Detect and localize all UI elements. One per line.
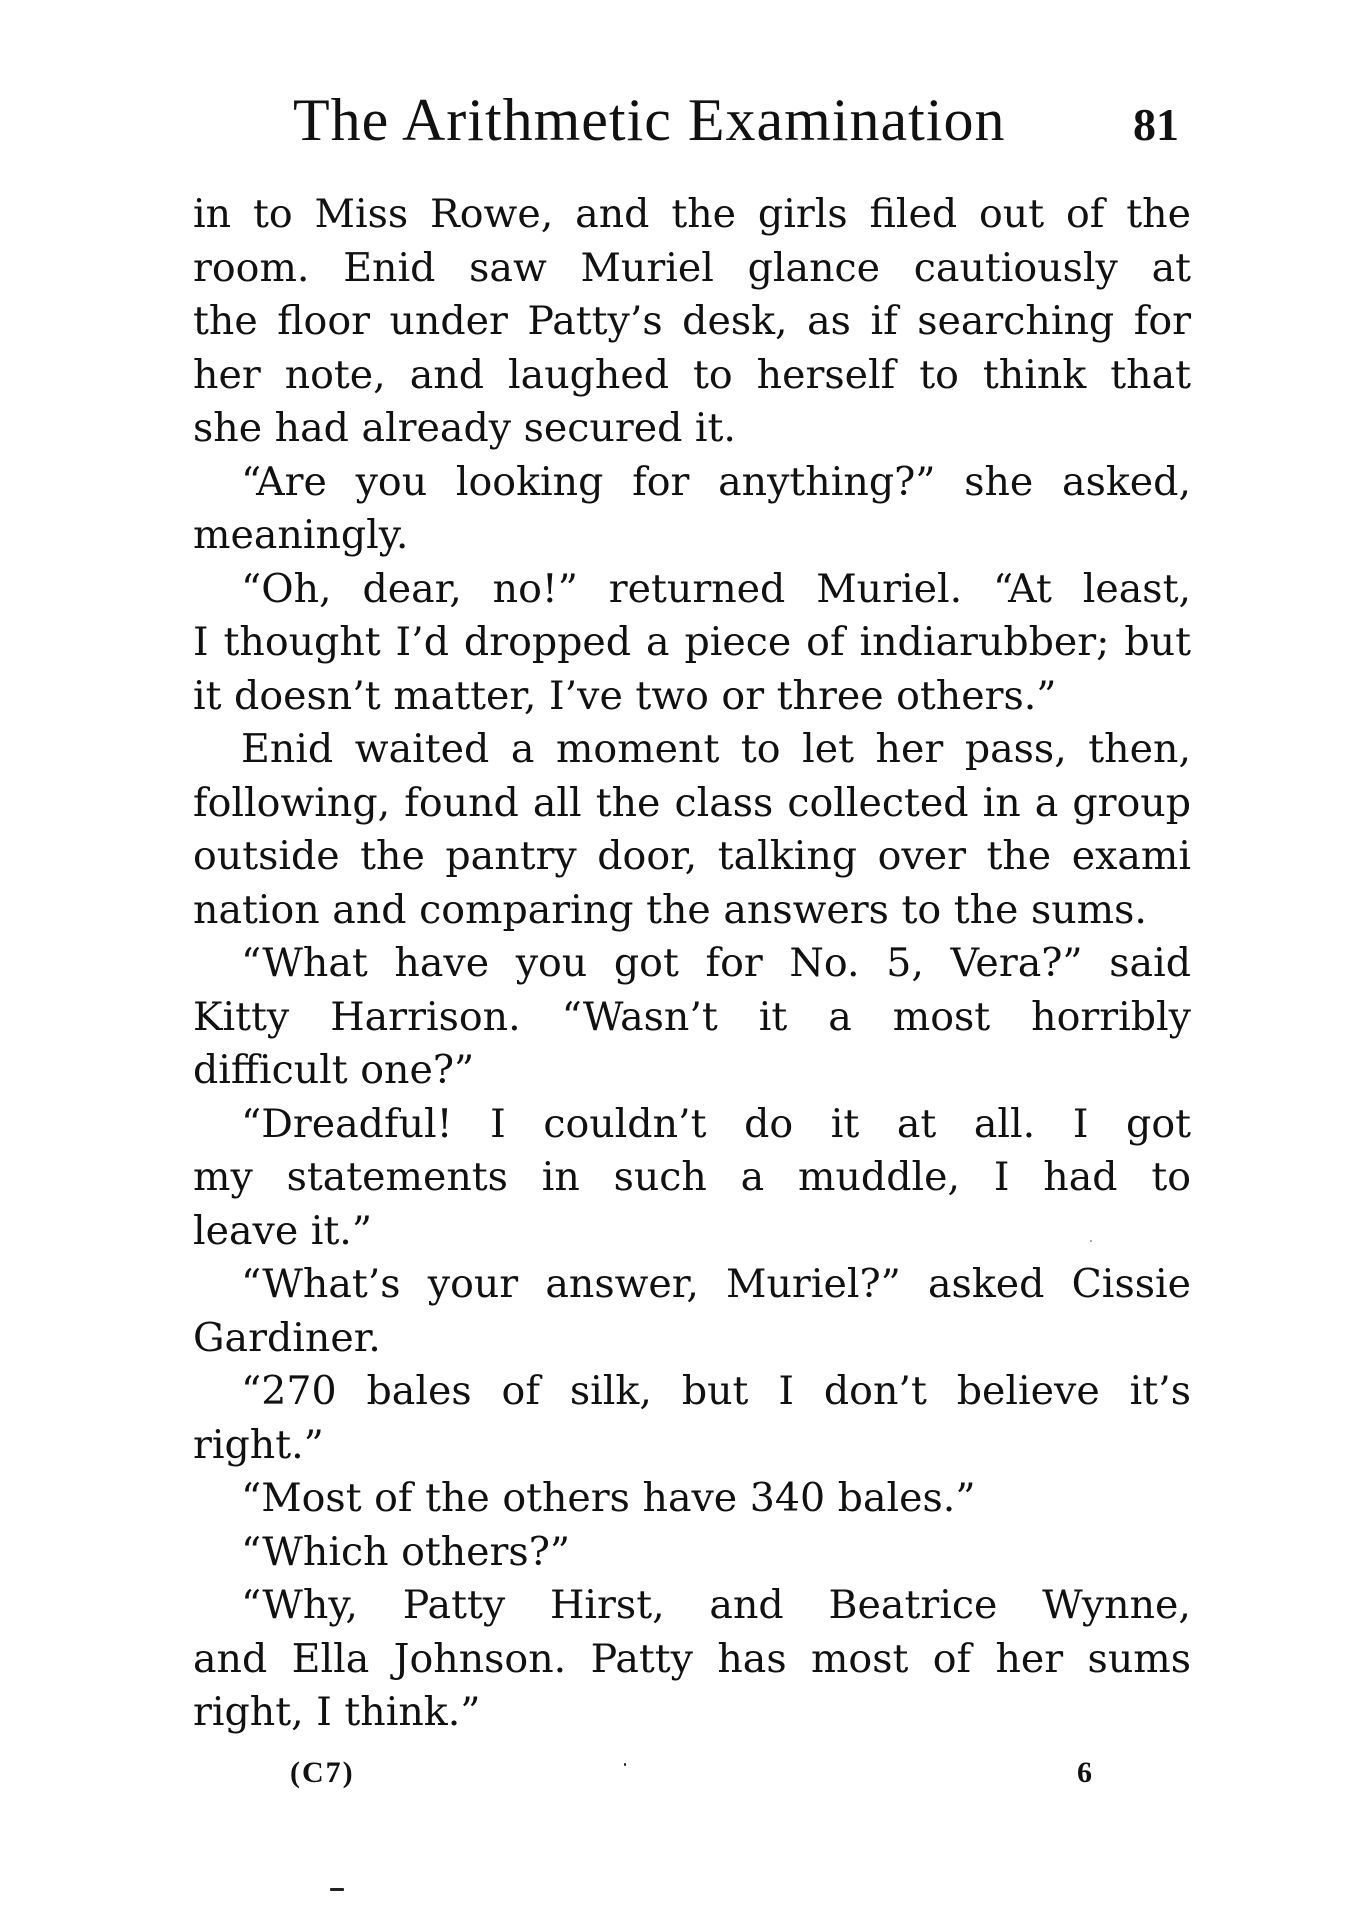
text-line: “Dreadful! I couldn’t do it at all. I got (241, 1100, 1191, 1147)
signature-mark: (C7) (290, 1756, 355, 1789)
text-line: leave it.” (193, 1207, 373, 1254)
text-line: “Which others?” (241, 1528, 571, 1575)
body-text (193, 188, 1191, 1740)
text-line: “Oh, dear, no!” returned Muriel. “At least, (241, 565, 1191, 612)
text-line: “Why, Patty Hirst, and Beatrice Wynne, (241, 1582, 1191, 1628)
text-line: Gardiner. (193, 1314, 381, 1361)
running-title: The Arithmetic Examination (293, 87, 1006, 153)
print-speck (330, 1888, 344, 1891)
text-line: in to Miss Rowe, and the girls filed out of the (193, 191, 1191, 237)
text-line: “What have you got for No. 5, Vera?” said (241, 940, 1191, 986)
text-line: I thought I’d dropped a piece of indiarubber; but (193, 619, 1191, 665)
page-footer (290, 1756, 1110, 1796)
text-line: “Are you looking for anything?” she asked, (241, 458, 1191, 505)
text-line: right, I think.” (193, 1689, 481, 1735)
text-line: right.” (193, 1421, 324, 1468)
text-line: her note, and laughed to herself to think that (193, 351, 1191, 398)
text-line: nation and comparing the answers to the sums. (193, 886, 1147, 933)
page-number: 81 (1133, 99, 1179, 150)
running-head (293, 86, 1193, 166)
text-line: “Most of the others have 340 bales.” (241, 1475, 976, 1521)
text-line: Enid waited a moment to let her pass, then, (241, 726, 1191, 772)
text-line: following, found all the class collected in a group (193, 779, 1191, 826)
text-line: my statements in such a muddle, I had to (193, 1154, 1191, 1200)
text-line: the floor under Patty’s desk, as if searching for (193, 298, 1191, 344)
gathering-mark: 6 (1077, 1756, 1092, 1789)
text-line: it doesn’t matter, I’ve two or three others.” (193, 672, 1057, 719)
text-line: room. Enid saw Muriel glance cautiously at (193, 244, 1191, 291)
text-line: Kitty Harrison. “Wasn’t it a most horribly (193, 993, 1191, 1040)
text-line: “270 bales of silk, but I don’t believe it’s (241, 1368, 1191, 1414)
text-line: “What’s your answer, Muriel?” asked Cissie (241, 1261, 1191, 1307)
text-line: she had already secured it. (193, 405, 736, 451)
print-speck (624, 1763, 626, 1766)
print-speck (1090, 1240, 1092, 1242)
text-line: and Ella Johnson. Patty has most of her sums (193, 1635, 1191, 1682)
text-line: outside the pantry door, talking over the exami (193, 833, 1191, 879)
text-line: meaningly. (193, 512, 409, 558)
text-line: difficult one?” (193, 1047, 475, 1093)
